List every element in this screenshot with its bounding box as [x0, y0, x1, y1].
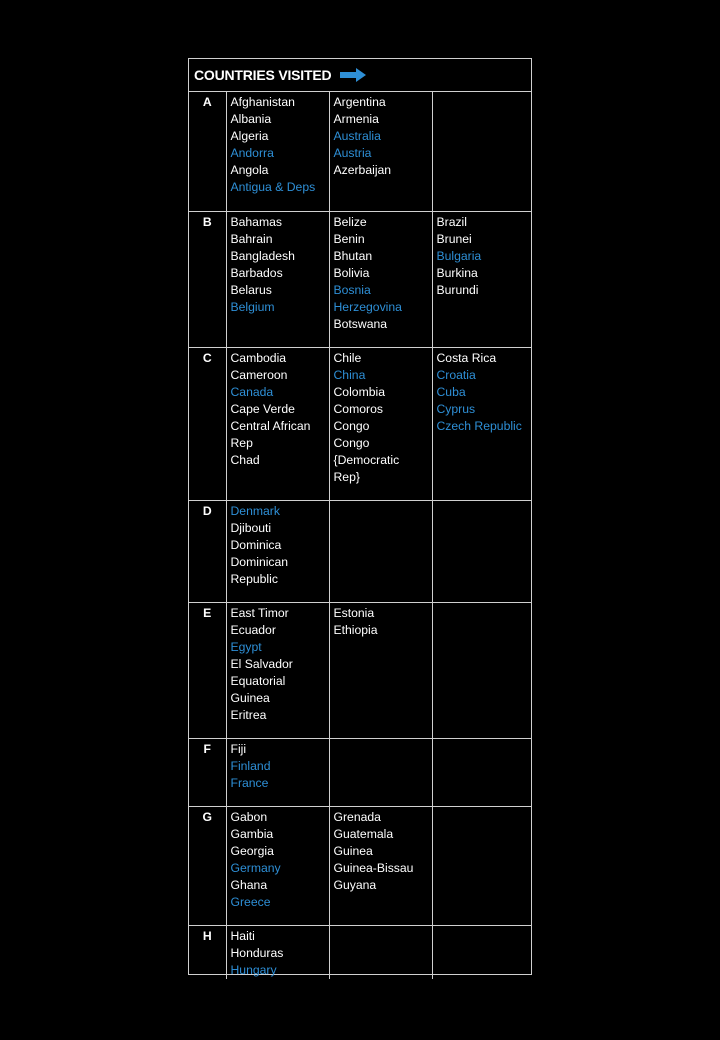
visited-country: Belgium [230, 299, 275, 314]
country: {Democratic [333, 452, 400, 467]
country: Guinea [230, 690, 270, 705]
visited-country: Finland [230, 758, 271, 773]
letter-cell: A [189, 92, 226, 211]
country-cell [432, 806, 531, 925]
country-cell [329, 602, 432, 738]
country: Equatorial [230, 673, 286, 688]
country-cell [226, 347, 329, 500]
country: Comoros [333, 401, 383, 416]
country-cell [432, 347, 531, 500]
visited-country: Herzegovina [333, 299, 402, 314]
country: Barbados [230, 265, 283, 280]
table-row [189, 925, 531, 979]
visited-country: Croatia [436, 367, 476, 382]
country: Bahamas [230, 214, 282, 229]
country: Grenada [333, 809, 381, 824]
country: Estonia [333, 605, 375, 620]
country-cell [329, 738, 432, 806]
country: Azerbaijan [333, 163, 392, 177]
country: East Timor [230, 605, 289, 620]
country: Algeria [230, 129, 269, 143]
right-arrow-icon [340, 68, 366, 82]
country: Republic [230, 571, 278, 586]
country-cell [329, 500, 432, 602]
visited-country: Greece [230, 894, 271, 909]
country-cell [226, 500, 329, 602]
country: Ecuador [230, 622, 276, 637]
country-cell [329, 925, 432, 979]
country: Belarus [230, 282, 272, 297]
country: Albania [230, 112, 272, 126]
country: Eritrea [230, 707, 267, 722]
country: Haiti [230, 928, 255, 943]
country: Benin [333, 231, 365, 246]
country-cell [432, 500, 531, 602]
country: El Salvador [230, 656, 293, 671]
country-cell [226, 92, 329, 211]
visited-country: Bulgaria [436, 248, 482, 263]
country: Brunei [436, 231, 472, 246]
countries-sheet [188, 58, 532, 975]
table-row [189, 738, 531, 806]
visited-country: Egypt [230, 639, 262, 654]
country: Fiji [230, 741, 247, 756]
title-row [189, 59, 531, 92]
country: Ghana [230, 877, 268, 892]
country-cell [226, 738, 329, 806]
visited-country: Antigua & Deps [230, 180, 316, 194]
country: Bhutan [333, 248, 373, 263]
country: Chile [333, 350, 362, 365]
country-cell [432, 738, 531, 806]
country: Guinea [333, 843, 373, 858]
country: Guyana [333, 877, 377, 892]
visited-country: Cyprus [436, 401, 476, 416]
country: Burkina [436, 265, 478, 280]
country: Ethiopia [333, 622, 378, 637]
country: Armenia [333, 112, 379, 126]
country-cell [226, 602, 329, 738]
country: Chad [230, 452, 260, 467]
country: Cape Verde [230, 401, 295, 416]
country: Costa Rica [436, 350, 497, 365]
country: Dominican [230, 554, 289, 569]
letter-cell: B [189, 211, 226, 347]
letter-cell: C [189, 347, 226, 500]
country: Botswana [333, 316, 388, 331]
country: Rep [230, 435, 253, 450]
letter-cell: E [189, 602, 226, 738]
countries-table [189, 92, 531, 979]
visited-country: Bosnia [333, 282, 371, 297]
visited-country: Andorra [230, 146, 274, 160]
country: Central African [230, 418, 311, 433]
visited-country: Czech Republic [436, 418, 522, 433]
country: Cambodia [230, 350, 287, 365]
country-cell [226, 211, 329, 347]
visited-country: China [333, 367, 366, 382]
country: Burundi [436, 282, 479, 297]
visited-country: Hungary [230, 962, 277, 977]
sheet-title: COUNTRIES VISITED [194, 67, 332, 83]
country-cell [329, 211, 432, 347]
country: Cameroon [230, 367, 288, 382]
country: Honduras [230, 945, 284, 960]
country: Djibouti [230, 520, 272, 535]
country: Guinea-Bissau [333, 860, 414, 875]
table-row [189, 211, 531, 347]
letter-cell: G [189, 806, 226, 925]
country: Angola [230, 163, 269, 177]
table-row [189, 806, 531, 925]
visited-country: Denmark [230, 503, 280, 518]
visited-country: Australia [333, 129, 381, 143]
letter-cell: F [189, 738, 226, 806]
country-cell [226, 806, 329, 925]
country: Gabon [230, 809, 268, 824]
country: Belize [333, 214, 367, 229]
country: Dominica [230, 537, 282, 552]
country: Bangladesh [230, 248, 295, 263]
country-cell [329, 347, 432, 500]
country-cell [432, 602, 531, 738]
visited-country: France [230, 775, 269, 790]
country: Bolivia [333, 265, 370, 280]
visited-country: Austria [333, 146, 372, 160]
countries-table-body [189, 92, 531, 979]
country-cell [432, 925, 531, 979]
country: Georgia [230, 843, 274, 858]
country: Brazil [436, 214, 467, 229]
table-row [189, 602, 531, 738]
country: Colombia [333, 384, 385, 399]
country: Afghanistan [230, 95, 295, 109]
letter-cell: D [189, 500, 226, 602]
country-cell [432, 92, 531, 211]
country-cell [432, 211, 531, 347]
table-row [189, 347, 531, 500]
country-cell [329, 806, 432, 925]
visited-country: Canada [230, 384, 274, 399]
letter-cell: H [189, 925, 226, 979]
visited-country: Cuba [436, 384, 466, 399]
country: Guatemala [333, 826, 394, 841]
country: Argentina [333, 95, 386, 109]
country: Bahrain [230, 231, 273, 246]
country: Rep} [333, 469, 360, 484]
country: Congo [333, 435, 370, 450]
country: Congo [333, 418, 370, 433]
table-row [189, 500, 531, 602]
country: Gambia [230, 826, 274, 841]
visited-country: Germany [230, 860, 281, 875]
country-cell [329, 92, 432, 211]
country-cell [226, 925, 329, 979]
table-row [189, 92, 531, 211]
